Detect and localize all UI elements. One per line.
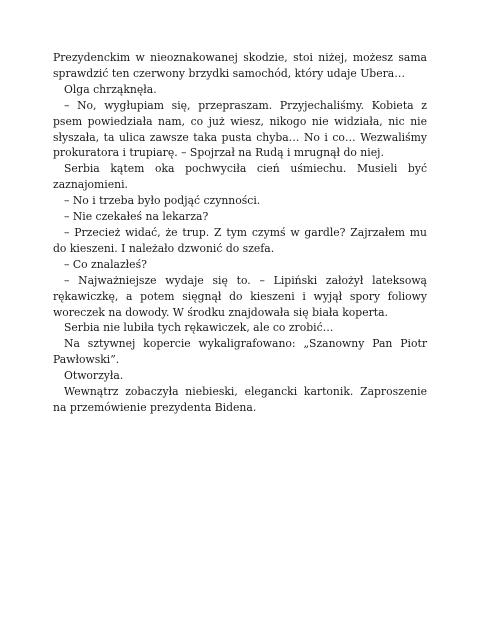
paragraph: Na sztywnej kopercie wykaligrafowano: „Szanowny Pan Piotr Pawłowski”. <box>53 337 427 367</box>
paragraph: – Przecież widać, że trup. Z tym czymś w gardle? Zajrzałem mu do kieszeni. I należało dzwonić do szefa. <box>53 225 427 255</box>
paragraph: Prezydenckim w nieoznakowanej skodzie, stoi niżej, możesz sama sprawdzić ten czerwony brzydki samochód, który udaje Ubera… <box>53 51 427 80</box>
paragraph: Wewnątrz zobaczyła niebieski, elegancki kartonik. Zaproszenie na przemówienie prezydenta Bidena. <box>53 385 427 414</box>
paragraph: Serbia nie lubiła tych rękawiczek, ale co zrobić… <box>64 321 334 335</box>
paragraph: Olga chrząknęła. <box>64 82 157 96</box>
paragraph: – No i trzeba było podjąć czynności. <box>64 194 261 208</box>
paragraph: – Nie czekałeś na lekarza? <box>64 210 209 224</box>
paragraph: Otworzyła. <box>64 369 124 383</box>
paragraph: – Co znalazłeś? <box>64 257 147 271</box>
paragraph: – Najważniejsze wydaje się to. – Lipiński założył lateksową rękawiczkę, a potem sięgnął do kieszeni i wyjął spory foliowy woreczek na dowody. W środku znajdowała się biała koperta. <box>53 273 427 319</box>
paragraph: – No, wygłupiam się, przepraszam. Przyjechaliśmy. Kobieta z psem powiedziała nam, co już wiesz, nikogo nie widziała, nic nie słyszała, ta ulica zawsze taka pusta chyba… No i co… Wezwaliśmy prokuratora i trupiarę. – Spojrzał na Rudą i mrugnął do niej. <box>53 98 427 160</box>
book-page-text <box>53 50 427 416</box>
paragraph: Serbia kątem oka pochwyciła cień uśmiechu. Musieli być zaznajomieni. <box>53 162 427 192</box>
